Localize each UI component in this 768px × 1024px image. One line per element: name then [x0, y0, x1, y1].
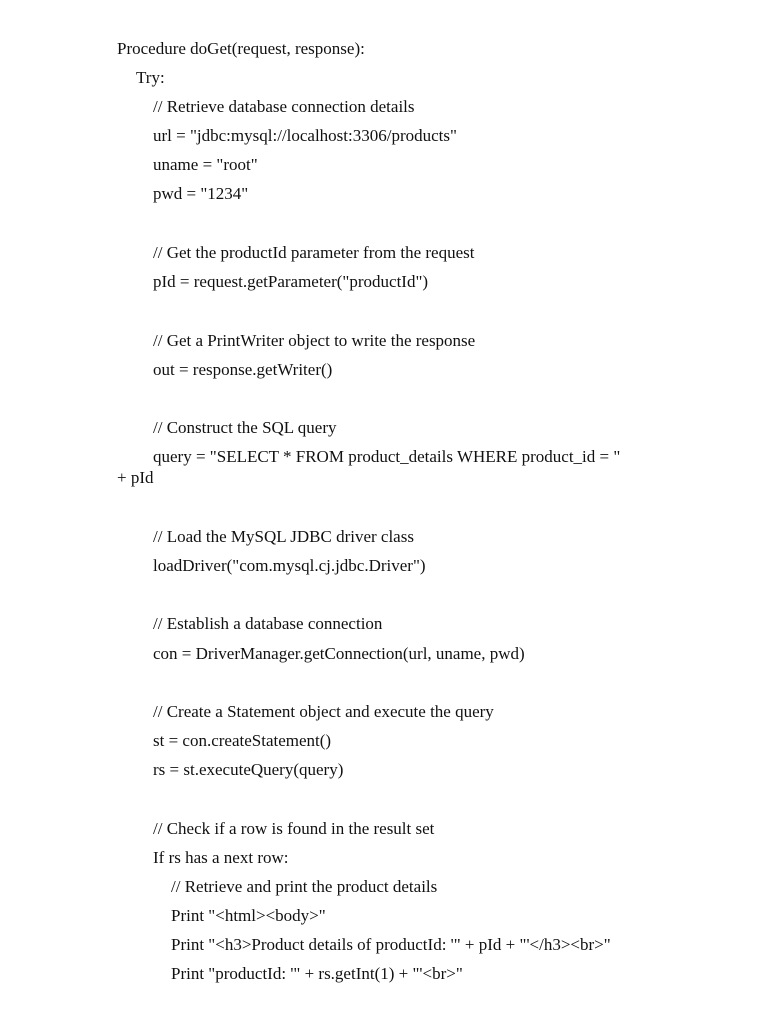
code-line: uname = "root": [153, 155, 258, 174]
try-keyword: Try:: [136, 68, 165, 87]
code-line-continued: + pId: [117, 468, 154, 487]
code-line: con = DriverManager.getConnection(url, uname, pwd): [153, 644, 525, 663]
code-line: Print "<h3>Product details of productId: '" + pId + "'</h3><br>": [171, 935, 611, 954]
comment-line: // Establish a database connection: [153, 614, 383, 633]
code-line: If rs has a next row:: [153, 848, 289, 867]
comment-line: // Construct the SQL query: [153, 418, 337, 437]
comment-line: // Create a Statement object and execute the query: [153, 702, 494, 721]
code-line: st = con.createStatement(): [153, 731, 332, 750]
code-line: url = "jdbc:mysql://localhost:3306/products": [153, 126, 457, 145]
procedure-header: Procedure doGet(request, response):: [117, 39, 365, 58]
comment-line: // Retrieve database connection details: [153, 97, 415, 116]
code-line: Print "productId: '" + rs.getInt(1) + "'<br>": [171, 964, 463, 983]
code-line: pwd = "1234": [153, 184, 249, 203]
code-line: query = "SELECT * FROM product_details WHERE product_id = ": [153, 447, 621, 466]
code-line: Print "<html><body>": [171, 906, 326, 925]
comment-line: // Load the MySQL JDBC driver class: [153, 527, 414, 546]
code-line: rs = st.executeQuery(query): [153, 760, 344, 779]
comment-line: // Check if a row is found in the result set: [153, 819, 435, 838]
code-line: loadDriver("com.mysql.cj.jdbc.Driver"): [153, 556, 426, 575]
comment-line: // Get the productId parameter from the request: [153, 243, 475, 262]
code-line: pId = request.getParameter("productId"): [153, 272, 429, 291]
comment-line: // Retrieve and print the product details: [171, 877, 438, 896]
comment-line: // Get a PrintWriter object to write the response: [153, 331, 476, 350]
code-line: out = response.getWriter(): [153, 360, 333, 379]
